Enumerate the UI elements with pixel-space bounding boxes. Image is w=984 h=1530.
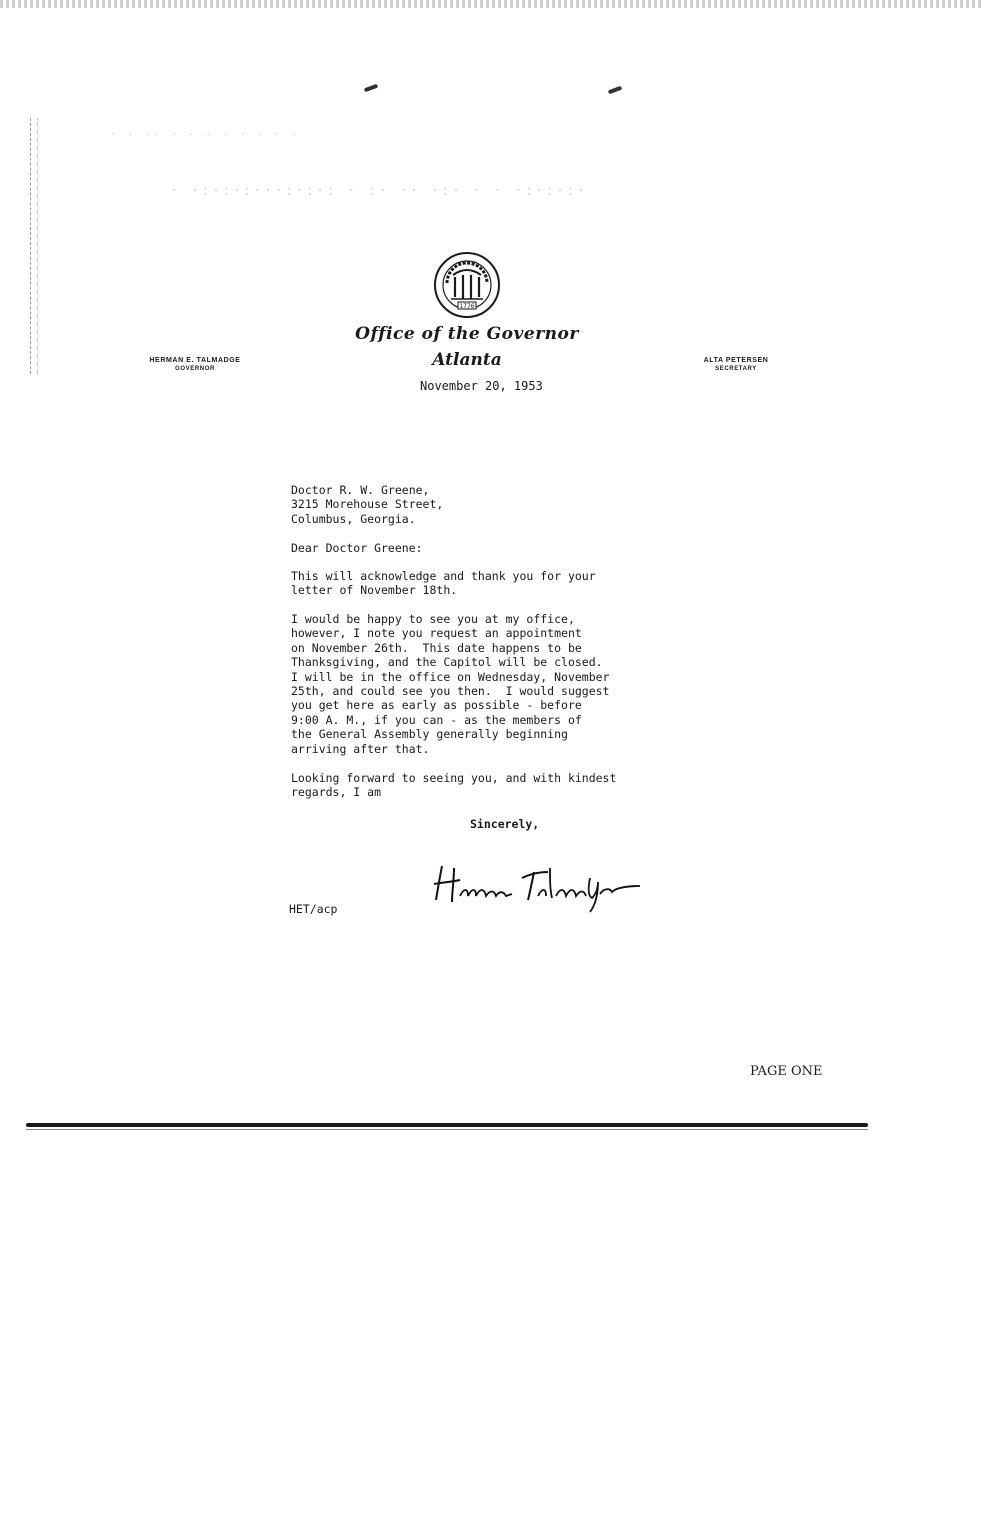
page-label: PAGE ONE — [750, 1064, 823, 1079]
typist-initials: HET/acp — [289, 902, 338, 916]
secretary-name: ALTA PETERSEN — [703, 357, 769, 364]
governor-name: HERMAN E. TALMADGE — [149, 357, 241, 364]
seal-year: 1776 — [459, 303, 475, 310]
paragraph-acknowledgement: This will acknowledge and thank you for your letter of November 18th. — [291, 569, 596, 598]
secretary-title: SECRETARY — [715, 366, 757, 372]
page-divider-shadow — [26, 1129, 868, 1130]
office-title: Office of the Governor — [355, 324, 579, 344]
office-city: Atlanta — [432, 350, 502, 370]
scan-left-edge — [30, 118, 38, 374]
scan-top-edge — [0, 0, 984, 8]
scan-speck — [364, 84, 379, 93]
governor-block — [130, 356, 260, 374]
governor-title: GOVERNOR — [175, 366, 215, 372]
paragraph-regards: Looking forward to seeing you, and with kindest regards, I am — [291, 771, 617, 800]
salutation: Dear Doctor Greene: — [291, 541, 423, 555]
paragraph-appointment: I would be happy to see you at my office, however, I note you request an appointment on November 26th. This date happens to be Thanksgiving, and the Capitol will be closed. I will be in the office on Wednesday, November 25th, and could see you then. I would suggest you get here as early as possible - before 9:00 A. M., if you can - as the members of the General Assembly generally beginning arriving after that. — [291, 612, 610, 756]
page-divider-line — [26, 1123, 868, 1127]
secretary-block — [676, 356, 796, 374]
bleed-through-text: · · ·· · · · · · · · · — [110, 128, 300, 141]
scan-speck — [608, 86, 623, 95]
letter-date: November 20, 1953 — [420, 379, 543, 393]
handwritten-signature — [430, 858, 650, 914]
closing: Sincerely, — [470, 817, 540, 831]
recipient-address: Doctor R. W. Greene, 3215 Morehouse Street, Columbus, Georgia. — [291, 483, 444, 526]
georgia-state-seal-icon — [433, 251, 501, 319]
bleed-through-text: · ·:·:·:···:·:·: · :· ·· ·:· · · ·:·:·:· — [170, 183, 588, 199]
